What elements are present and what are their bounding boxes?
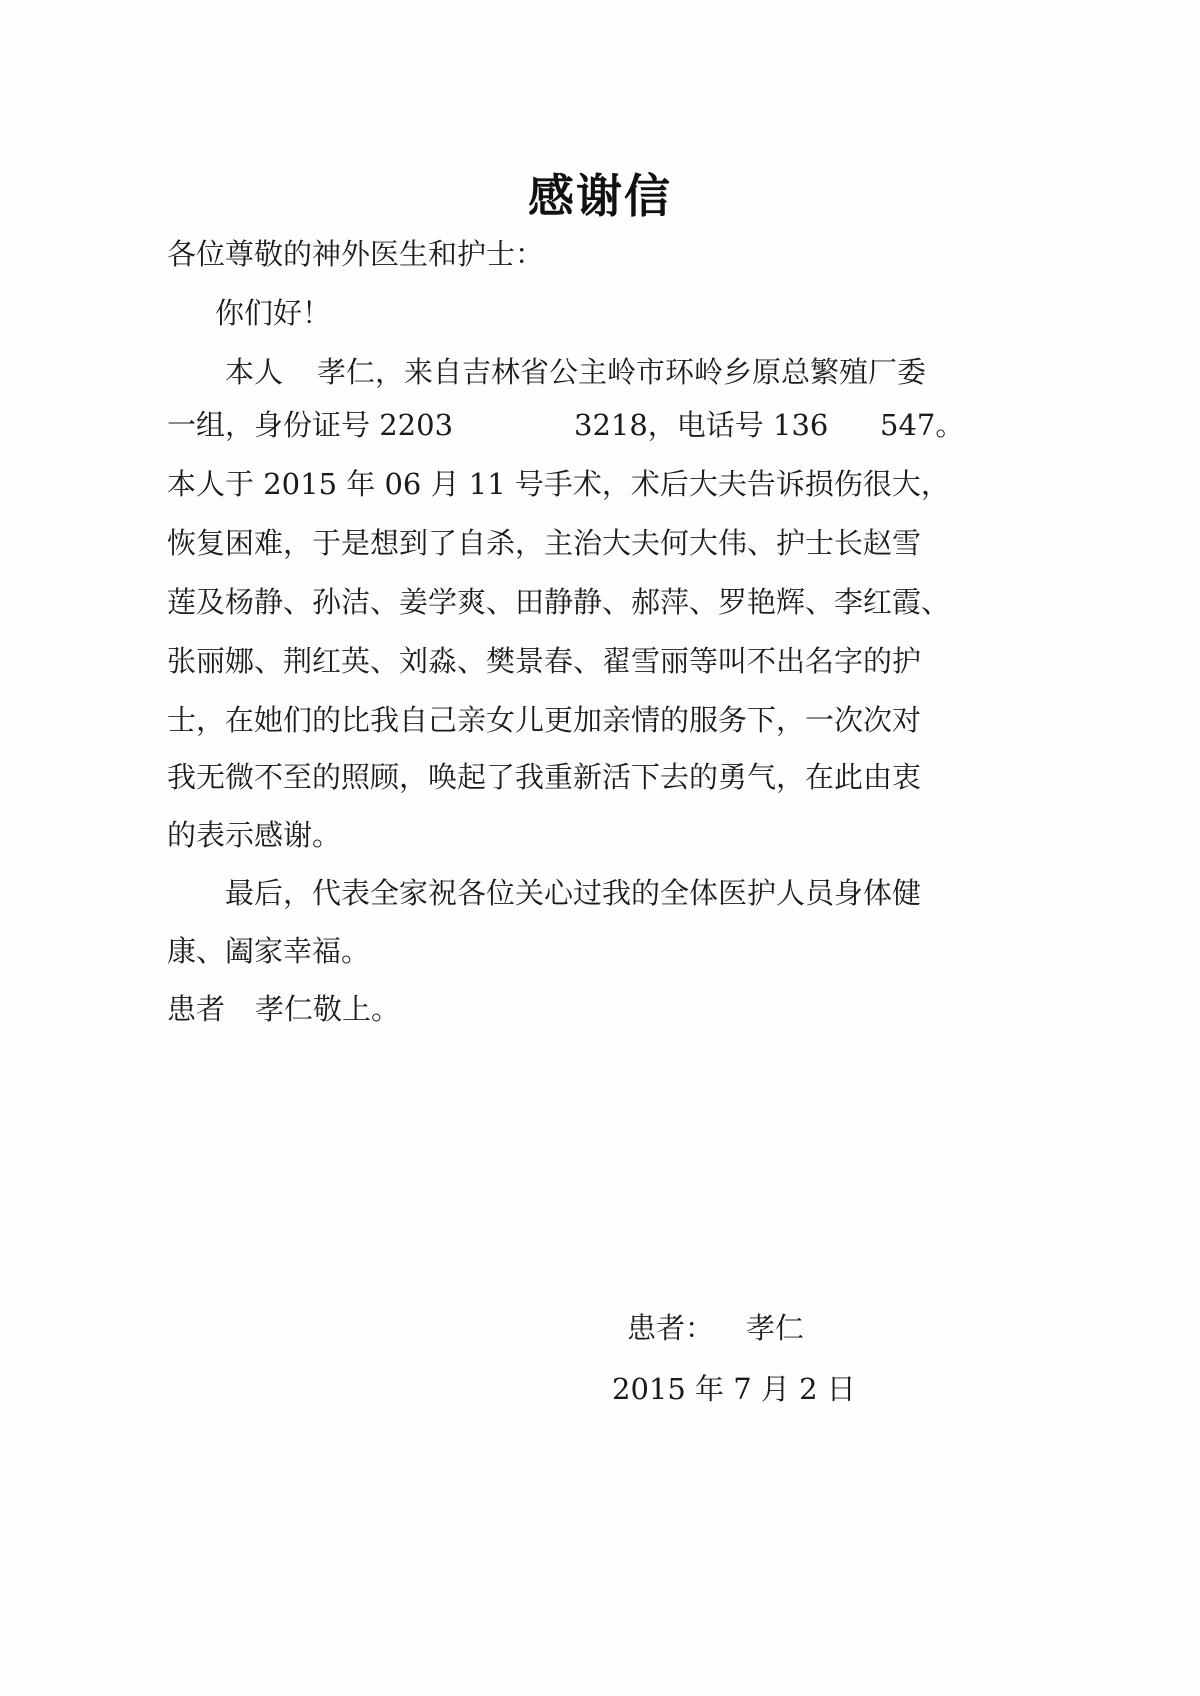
closing-line-1: 最后，代表全家祝各位关心过我的全体医护人员身体健 [225, 876, 922, 910]
phone-part: 3218，电话号 136 [574, 408, 829, 442]
closing-line-2: 康、阖家幸福。 [167, 934, 371, 968]
sign-off-name: 孝仁敬上。 [255, 992, 401, 1026]
intro-line-1-rest: 孝仁，来自吉林省公主岭市环岭乡原总繁殖厂委 [317, 355, 927, 389]
body-line: 莲及杨静、孙洁、姜学爽、田静静、郝萍、罗艳辉、李红霞、 [167, 585, 951, 619]
intro-line-1 [0, 352, 1200, 392]
salutation: 各位尊敬的神外医生和护士： [167, 237, 545, 271]
signature-label: 患者： [627, 1311, 715, 1345]
body-line: 我无微不至的照顾，唤起了我重新活下去的勇气，在此由衷 [167, 760, 922, 794]
signature-block [0, 1308, 1200, 1348]
body-line: 本人于 2015 年 06 月 11 号手术，术后大夫告诉损伤很大， [167, 467, 950, 501]
intro-line-2 [0, 405, 1200, 445]
sign-off [0, 989, 1200, 1029]
body-line: 恢复困难，于是想到了自杀，主治大夫何大伟、护士长赵雪 [167, 526, 922, 560]
signature-name: 孝仁 [746, 1311, 805, 1345]
body-line: 张丽娜、荆红英、刘淼、樊景春、翟雪丽等叫不出名字的护 [167, 644, 922, 678]
phone-end: 547。 [880, 408, 965, 442]
letter-date: 2015 年 7 月 2 日 [612, 1372, 856, 1406]
greeting: 你们好！ [215, 296, 332, 330]
intro-line-1-start: 本人 [225, 355, 284, 389]
body-line: 士，在她们的比我自己亲女儿更加亲情的服务下，一次次对 [167, 703, 922, 737]
body-line: 的表示感谢。 [167, 818, 342, 852]
sign-off-label: 患者 [167, 992, 226, 1026]
letter-title: 感谢信 [528, 169, 672, 223]
id-number-part: 一组，身份证号 2203 [167, 408, 454, 442]
